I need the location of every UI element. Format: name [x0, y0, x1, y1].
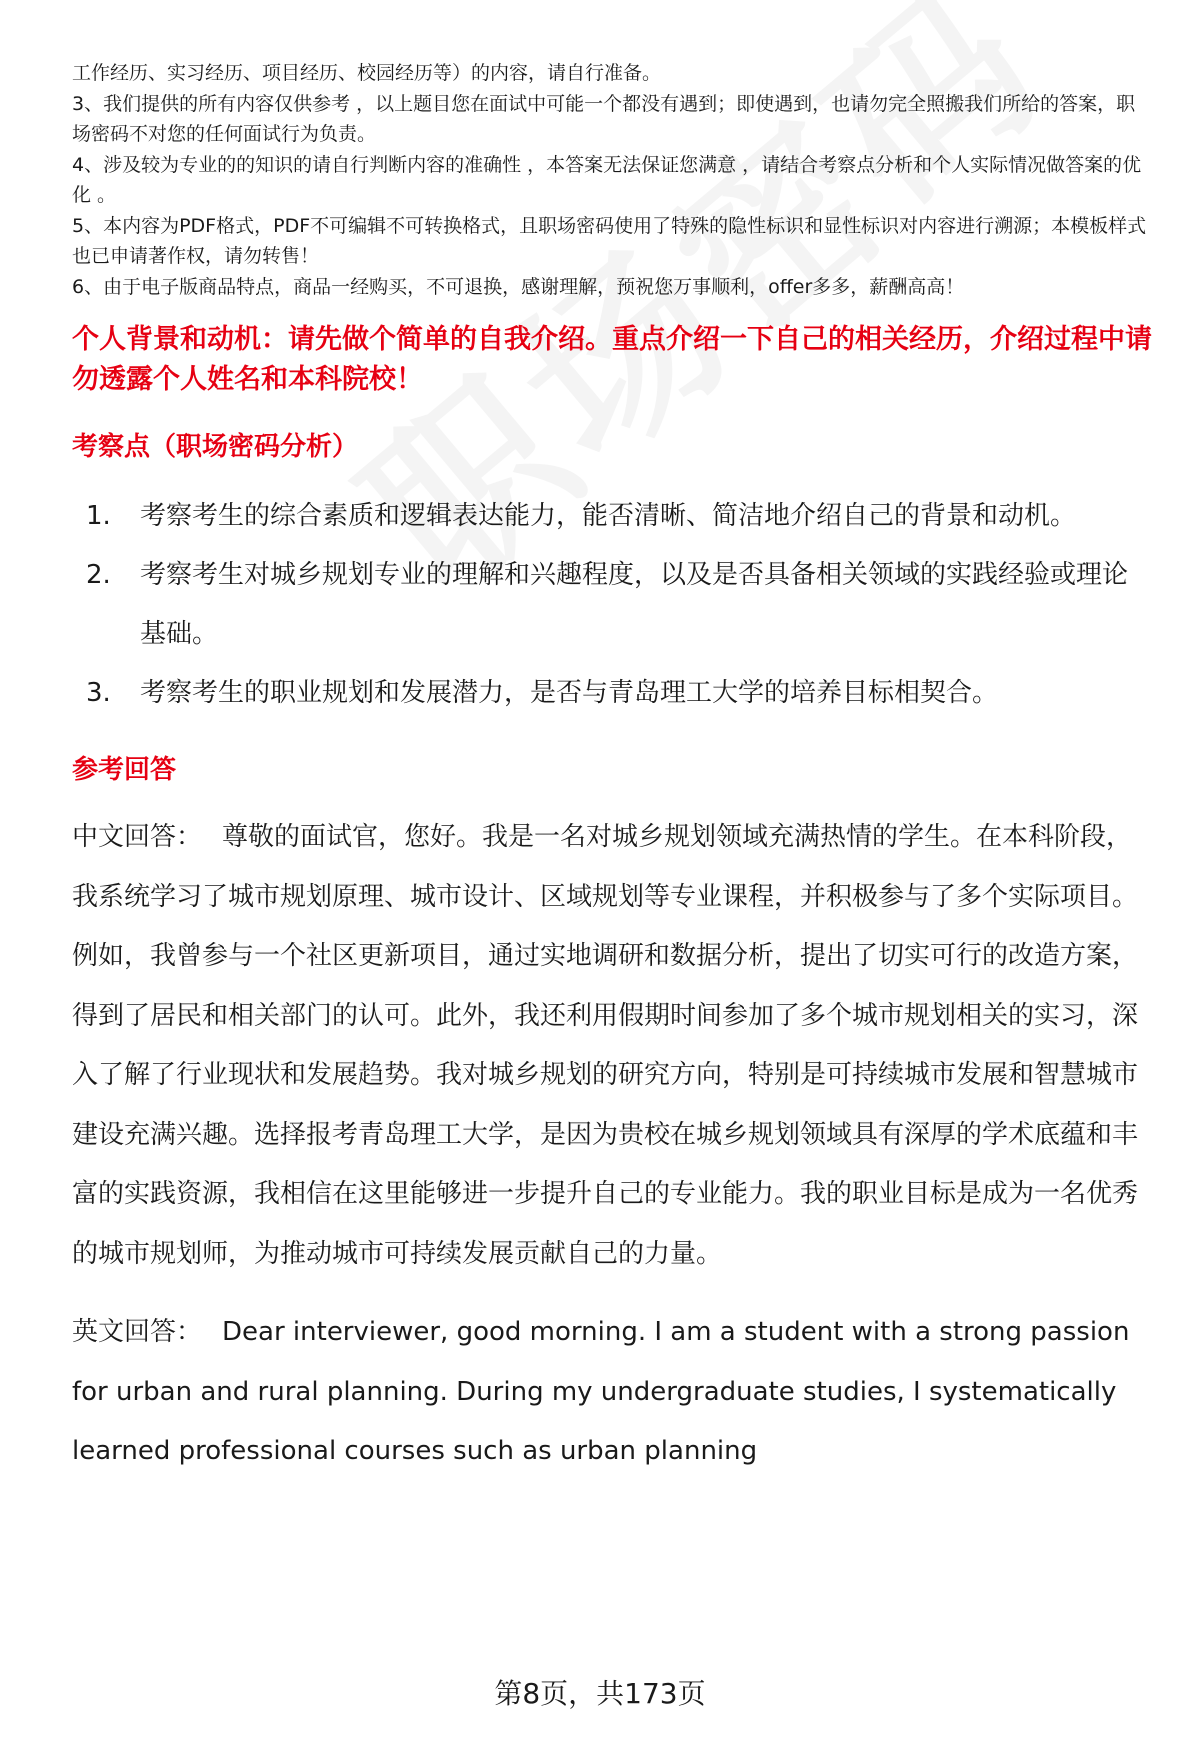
notice-item: 6、由于电子版商品特点，商品一经购买，不可退换，感谢理解，预祝您万事顺利，offer多多，薪酬高高！: [72, 275, 965, 298]
notice-item: 工作经历、实习经历、项目经历、校园经历等）的内容，请自行准备。: [72, 62, 662, 84]
list-number: 1.: [86, 501, 111, 531]
list-item: [72, 487, 1152, 546]
answer-heading: 参考回答: [72, 755, 177, 785]
list-text: 考察考生对城乡规划专业的理解和兴趣程度，以及是否具备相关领域的实践经验或理论基础。: [140, 560, 1129, 649]
notice-list: [72, 58, 1152, 302]
document-page: [72, 58, 1152, 1482]
page-number: 第8页，共173页: [494, 1677, 706, 1710]
list-text: 考察考生的职业规划和发展潜力，是否与青岛理工大学的培养目标相契合。: [140, 678, 999, 708]
answer-english: [72, 1303, 1152, 1482]
list-number: 2.: [86, 560, 111, 590]
list-item: [72, 664, 1152, 723]
answer-chinese-text: 尊敬的面试官，您好。我是一名对城乡规划领域充满热情的学生。在本科阶段，我系统学习了城市规划原理、城市设计、区域规划等专业课程，并积极参与了多个实际项目。例如，我曾参与一个社区更新项目，通过实地调研和数据分析，提出了切实可行的改造方案，得到了居民和相关部门的认可。此外，我还利用假期时间参加了多个城市规划相关的实习，深入了解了行业现状和发展趋势。我对城乡规划的研究方向，特别是可持续城市发展和智慧城市建设充满兴趣。选择报考青岛理工大学，是因为贵校在城乡规划领域具有深厚的学术底蕴和丰富的实践资源，我相信在这里能够进一步提升自己的专业能力。我的职业目标是成为一名优秀的城市规划师，为推动城市可持续发展贡献自己的力量。: [72, 822, 1139, 1269]
notice-item: 4、涉及较为专业的的知识的请自行判断内容的准确性 ，本答案无法保证您满意 ，请结合考察点分析和个人实际情况做答案的优化 。: [72, 153, 1142, 206]
notice-item: 3、我们提供的所有内容仅供参考 ，以上题目您在面试中可能一个都没有遇到；即使遇到，也请勿完全照搬我们所给的答案，职场密码不对您的任何面试行为负责。: [72, 92, 1136, 145]
list-item: [72, 546, 1152, 664]
answer-english-text: Dear interviewer, good morning. I am a student with a strong passion for urban and rural planning. During my undergraduate studies, I systematically learned professional courses such as urban planning: [72, 1317, 1130, 1466]
notice-item: 5、本内容为PDF格式，PDF不可编辑不可转换格式，且职场密码使用了特殊的隐性标识和显性标识对内容进行溯源；本模板样式也已申请著作权，请勿转售！: [72, 214, 1147, 267]
answer-chinese: [72, 808, 1152, 1284]
points-heading: 考察点（职场密码分析）: [72, 432, 359, 462]
list-number: 3.: [86, 678, 111, 708]
question-title: 个人背景和动机：请先做个简单的自我介绍。重点介绍一下自己的相关经历，介绍过程中请勿透露个人姓名和本科院校！: [72, 324, 1152, 395]
answer-chinese-label: 中文回答：: [72, 822, 203, 852]
list-text: 考察考生的综合素质和逻辑表达能力，能否清晰、简洁地介绍自己的背景和动机。: [140, 501, 1077, 531]
answer-english-label: 英文回答：: [72, 1317, 203, 1347]
points-list: [72, 487, 1152, 723]
